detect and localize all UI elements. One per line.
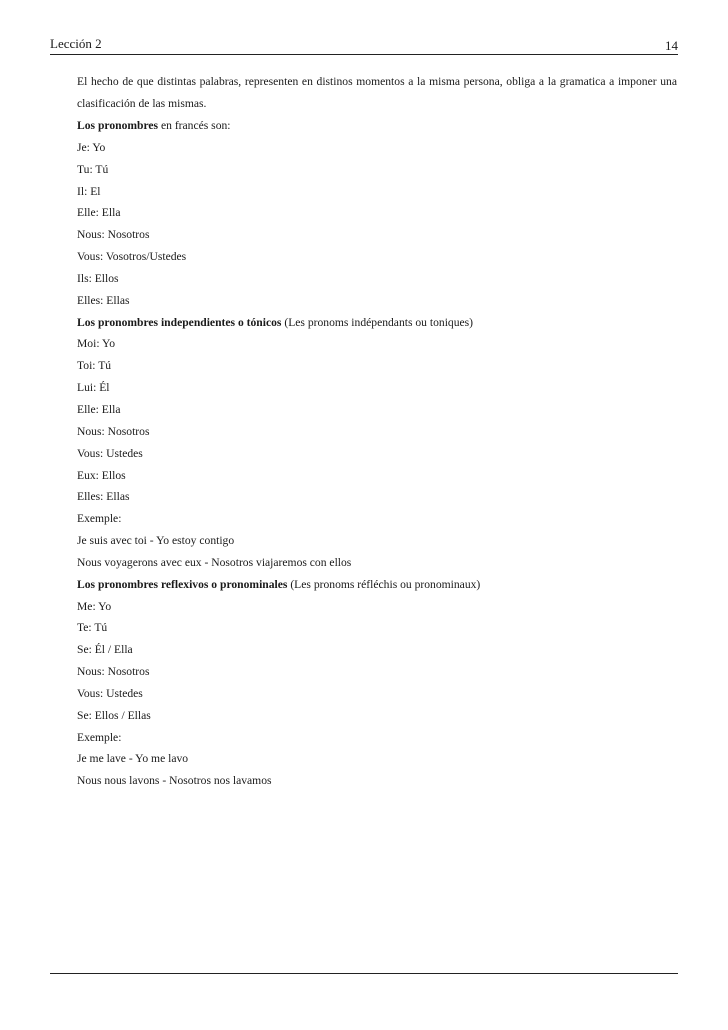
example-item: Nous voyagerons avec eux - Nosotros viajaremos con ellos (77, 555, 352, 569)
section-heading-reflexive (77, 574, 677, 596)
list-item: Elles: Ellas (77, 490, 130, 504)
list-item: Vous: Vosotros/Ustedes (77, 250, 187, 264)
list-item: Elle: Ella (77, 402, 121, 416)
page-number: 14 (665, 38, 678, 53)
page-content (77, 71, 677, 792)
example-label: Exemple: (77, 512, 122, 526)
list-item: Vous: Ustedes (77, 686, 143, 700)
section-title: Los pronombres independientes o tónicos (77, 315, 282, 329)
intro-paragraph: El hecho de que distintas palabras, representen en distinos momentos a la misma persona, obliga a la gramatica a imponer una clasificación de las mismas. (77, 75, 677, 110)
list-item: Elle: Ella (77, 206, 121, 220)
list-item: Se: Ellos / Ellas (77, 708, 151, 722)
list-item: Lui: Él (77, 381, 110, 395)
list-item: Nous: Nosotros (77, 228, 150, 242)
section-subtitle: (Les pronoms réfléchis ou pronominaux) (287, 577, 481, 591)
list-item: Tu: Tú (77, 162, 109, 176)
section-subtitle: (Les pronoms indépendants ou toniques) (281, 315, 474, 329)
list-item: Se: Él / Ella (77, 643, 133, 657)
list-item: Ils: Ellos (77, 271, 119, 285)
section-title: Los pronombres reflexivos o pronominales (77, 577, 288, 591)
list-item: Je: Yo (77, 140, 106, 154)
list-item: Te: Tú (77, 621, 108, 635)
section-title: Los pronombres (77, 119, 159, 132)
section-subtitle: en francés son: (158, 119, 231, 132)
page-header (50, 34, 678, 55)
example-label: Exemple: (77, 730, 122, 744)
list-item: Nous: Nosotros (77, 665, 150, 679)
chapter-title: Lección 2 (50, 36, 102, 51)
list-item: Toi: Tú (77, 359, 112, 373)
list-item: Vous: Ustedes (77, 446, 143, 460)
example-item: Je me lave - Yo me lavo (77, 752, 189, 766)
list-item: Moi: Yo (77, 337, 116, 351)
list-item: Elles: Ellas (77, 293, 130, 307)
list-item: Eux: Ellos (77, 468, 126, 482)
list-item: Nous: Nosotros (77, 424, 150, 438)
section-heading-pronouns (77, 115, 677, 137)
example-item: Je suis avec toi - Yo estoy contigo (77, 534, 235, 548)
example-item: Nous nous lavons - Nosotros nos lavamos (77, 774, 272, 788)
list-item: Me: Yo (77, 599, 112, 613)
footer-divider (50, 973, 678, 974)
section-heading-tonic (77, 312, 677, 334)
list-item: Il: El (77, 184, 101, 198)
